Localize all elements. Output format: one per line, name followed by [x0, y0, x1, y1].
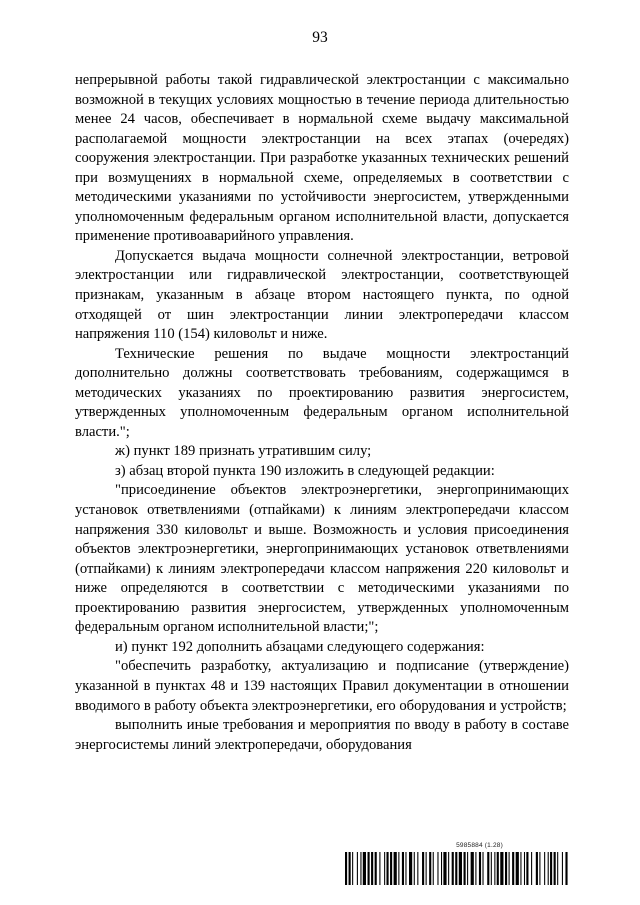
barcode-label: 5985884 (1.28) — [456, 842, 503, 849]
barcode-bar — [471, 852, 474, 885]
barcode-bar — [520, 852, 521, 885]
barcode-bar — [379, 852, 380, 885]
barcode-bar — [526, 852, 528, 885]
barcode-bar — [352, 852, 353, 885]
paragraph-8: "обеспечить разработку, актуализацию и подписание (утверждение) указанной в пунктах 48 и 139 настоящих Правил документации в отношении вводимого в работу объекта электроэнергетики, его оборудования и устройств; — [75, 658, 569, 714]
barcode-bar — [565, 852, 567, 885]
barcode-bar — [371, 852, 373, 885]
barcode-bar — [437, 852, 438, 885]
barcode-bar — [459, 852, 462, 885]
paragraph-7: и) пункт 192 дополнить абзацами следующего содержания: — [115, 638, 485, 655]
barcode-bar — [443, 852, 446, 885]
barcode-bar — [414, 852, 415, 885]
barcode-bar — [544, 852, 545, 885]
barcode-bar — [524, 852, 525, 885]
barcode-bar — [500, 852, 503, 885]
barcode-bar — [539, 852, 540, 885]
barcode-bar — [467, 852, 468, 885]
barcode-bar — [479, 852, 481, 885]
barcode-bar — [394, 852, 397, 885]
barcode-bar — [452, 852, 454, 885]
barcode-bar — [562, 852, 563, 885]
barcode-bars — [345, 852, 569, 885]
barcode-bar — [384, 852, 385, 885]
barcode-bar — [390, 852, 392, 885]
barcode-bar — [509, 852, 510, 885]
barcode-bar — [409, 852, 412, 885]
barcode-bar — [487, 852, 489, 885]
barcode-bar — [426, 852, 427, 885]
barcode-bar — [357, 852, 358, 885]
barcode — [345, 842, 569, 888]
barcode-bar — [531, 852, 532, 885]
barcode-bar — [505, 852, 507, 885]
barcode-bar — [548, 852, 549, 885]
paragraph-3: Технические решения по выдаче мощности электростанций дополнительно должны соответствовать требованиям, содержащимся в методических указаниях по проектированию развития энергосистем, утвержденных уполномоченным федеральным органом исполнительной власти."; — [75, 345, 569, 440]
barcode-bar — [464, 852, 466, 885]
barcode-bar — [516, 852, 519, 885]
barcode-bar — [491, 852, 492, 885]
page-number: 93 — [312, 29, 328, 46]
barcode-bar — [405, 852, 406, 885]
paragraph-2: Допускается выдача мощности солнечной электростанции, ветровой электростанции или гидравлической электростанции, соответствующей признакам, указанным в абзаце втором настоящего пункта, по одной отходящей от шин электростанции линии электропередачи классом напряжения 110 (154) киловольт и ниже. — [75, 247, 569, 343]
barcode-bar — [402, 852, 404, 885]
barcode-bar — [475, 852, 476, 885]
barcode-bar — [550, 852, 552, 885]
barcode-bar — [494, 852, 495, 885]
barcode-bar — [512, 852, 514, 885]
barcode-bar — [557, 852, 558, 885]
barcode-bar — [360, 852, 361, 885]
document-body — [75, 71, 569, 755]
barcode-bar — [448, 852, 449, 885]
paragraph-5: з) абзац второй пункта 190 изложить в следующей редакции: — [115, 462, 495, 479]
barcode-bar — [363, 852, 366, 885]
barcode-bar — [386, 852, 388, 885]
barcode-bar — [417, 852, 418, 885]
barcode-bar — [345, 852, 347, 885]
barcode-bar — [497, 852, 499, 885]
barcode-bar — [433, 852, 434, 885]
barcode-bar — [375, 852, 377, 885]
barcode-bar — [349, 852, 351, 885]
barcode-bar — [368, 852, 370, 885]
paragraph-1: непрерывной работы такой гидравлической электростанции с максимально возможной в текущих условиях мощностью в течение периода длительностью менее 24 часов, обеспечивает в нормальной схеме выдачу максимальной располагаемой мощности электростанции на всех этапах (очередях) сооружения электростанции. При разработке указанных технических решений при возмущениях в нормальной схеме, определяемых в соответствии с методическими указаниями по устойчивости энергосистем, утвержденными уполномоченным федеральным органом исполнительной власти, допускается применение противоаварийного управления. — [75, 72, 569, 245]
barcode-bar — [536, 852, 538, 885]
barcode-bar — [554, 852, 556, 885]
paragraph-4: ж) пункт 189 признать утратившим силу; — [115, 443, 372, 460]
barcode-bar — [441, 852, 442, 885]
barcode-bar — [482, 852, 483, 885]
barcode-bar — [422, 852, 424, 885]
barcode-bar — [398, 852, 399, 885]
paragraph-6: "присоединение объектов электроэнергетики, энергопринимающих установок ответвлениями (отпайками) к линиям электропередачи классом напряжения 330 киловольт и выше. Возможность и условия присоединения объектов электроэнергетики, энергопринимающих установок ответвлениями (отпайками) к линиям электропередачи классом напряжения 220 киловольт и ниже определяются в соответствии с методическими указаниями по проектированию развития энергосистем, утвержденных уполномоченным федеральным органом исполнительной власти;"; — [75, 482, 569, 636]
paragraph-9: выполнить иные требования и мероприятия по вводу в работу в составе энергосистемы линий электропередачи, оборудования — [75, 717, 569, 753]
barcode-bar — [455, 852, 457, 885]
barcode-bar — [429, 852, 431, 885]
